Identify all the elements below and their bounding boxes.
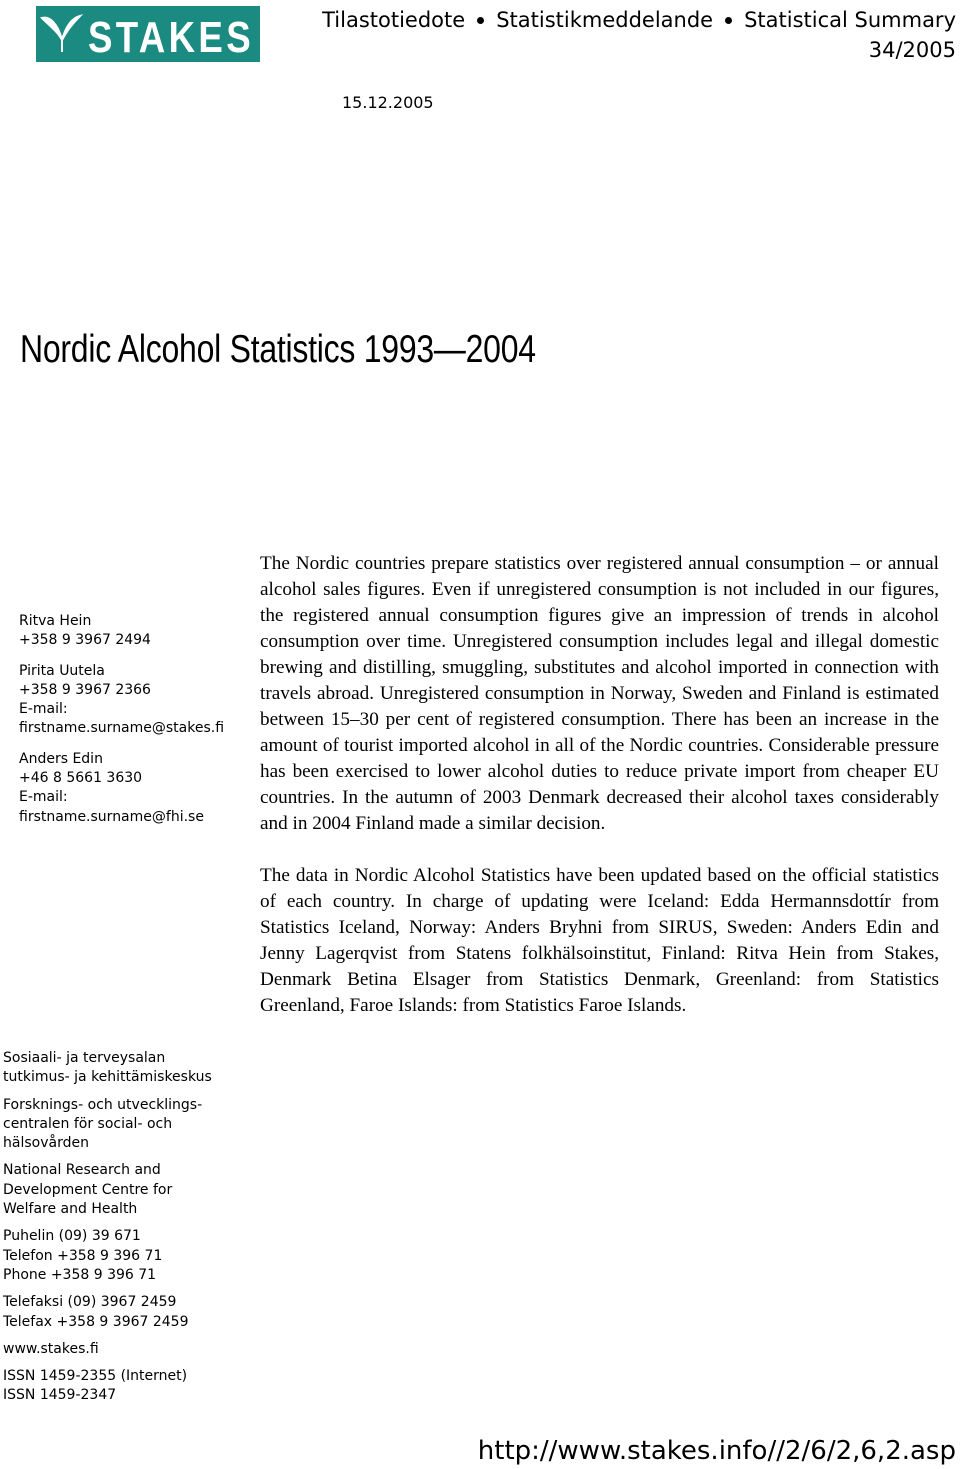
info-line: centralen för social- och [3,1115,173,1132]
contact-block [19,662,247,739]
page-title: Nordic Alcohol Statistics 1993—2004 [20,328,536,371]
email-address[interactable]: firstname.surname@stakes.fi [19,720,225,737]
info-line: Telefon +358 9 396 71 [3,1247,163,1264]
info-line: ISSN 1459-2355 (Internet) [3,1368,188,1385]
publication-type-line [322,8,956,32]
info-line: E-mail: [19,701,68,718]
info-line: Sosiaali- ja terveysalan [3,1050,166,1066]
info-line: Telefax +358 9 3967 2459 [3,1313,189,1330]
contact-list [19,612,247,838]
email-address[interactable]: firstname.surname@fhi.se [19,808,204,825]
info-line: Anders Edin [19,750,103,767]
info-line: +46 8 5661 3630 [19,770,143,787]
contact-block [19,750,247,827]
info-line: Telefaksi (09) 3967 2459 [3,1294,177,1311]
body-paragraph: The data in Nordic Alcohol Statistics have been updated based on the official statistics of each country. In charge of updating were Iceland: Edda Hermannsdottír from Statistics Iceland, Norway: Anders Bryhni from SIRUS, Sweden: Anders Edin and Jenny Lagerqvist from Statens folkhälsoinstitut, Finland: Ritva Hein from Stakes, Denmark Betina Elsager from Statistics Denmark, Greenland: from Statistics Greenland, Faroe Islands: from Statistics Faroe Islands. [260,865,939,1016]
footer-url: http://www.stakes.info//2/6/2,6,2.asp [477,1436,956,1466]
stakes-logo [36,6,260,62]
info-line: National Research and [3,1162,161,1179]
org-block [3,1161,243,1219]
body-text [260,551,939,1045]
info-line: ISSN 1459-2347 [3,1387,117,1404]
label-english: Statistical Summary [744,8,956,32]
info-line: Pirita Uutela [19,662,105,679]
org-block [3,1049,243,1088]
website-link[interactable]: www.stakes.fi [3,1340,99,1357]
org-block [3,1340,243,1359]
info-line: hälsovården [3,1135,89,1152]
org-block [3,1096,243,1154]
org-block [3,1367,243,1406]
organization-info [3,1049,243,1414]
info-line: Forsknings- och utvecklings- [3,1096,203,1113]
label-finnish: Tilastotiedote [322,8,466,32]
info-line: E-mail: [19,789,68,806]
info-line: +358 9 3967 2366 [19,681,151,698]
info-line: +358 9 3967 2494 [19,632,151,649]
info-line: Development Centre for [3,1181,173,1198]
logo-text: STAKES [88,13,254,62]
label-swedish: Statistikmeddelande [496,8,714,32]
release-date: 15.12.2005 [342,93,434,112]
info-line: Puhelin (09) 39 671 [3,1228,141,1245]
info-line: Welfare and Health [3,1201,138,1218]
info-line: Phone +358 9 396 71 [3,1266,157,1283]
body-paragraph: The Nordic countries prepare statistics over registered annual consumption – or annual alcohol sales figures. Even if unregistered consumption is not included in our figures, the registered annual consumption figures give an impression of trends in alcohol consumption over time. Unregistered consumption includes legal and illegal domestic brewing and distilling, smuggling, substitutes and alcohol imported in connection with travels abroad. Unregistered consumption in Norway, Sweden and Finland is estimated between 15–30 per cent of registered consumption. There has been an increase in the amount of tourist imported alcohol in all of the Nordic countries. Considerable pressure has been exercised to lower alcohol duties to reduce private import from cheaper EU countries. In the autumn of 2003 Denmark decreased their alcohol taxes considerably and in 2004 Finland made a similar decision. [260,553,939,834]
contact-block [19,612,247,651]
info-line: Ritva Hein [19,613,92,629]
bullet-icon [477,17,484,24]
info-line: tutkimus- ja kehittämiskeskus [3,1069,212,1086]
bullet-icon [725,17,732,24]
org-block [3,1293,243,1332]
issue-number: 34/2005 [868,38,956,62]
org-block [3,1227,243,1285]
